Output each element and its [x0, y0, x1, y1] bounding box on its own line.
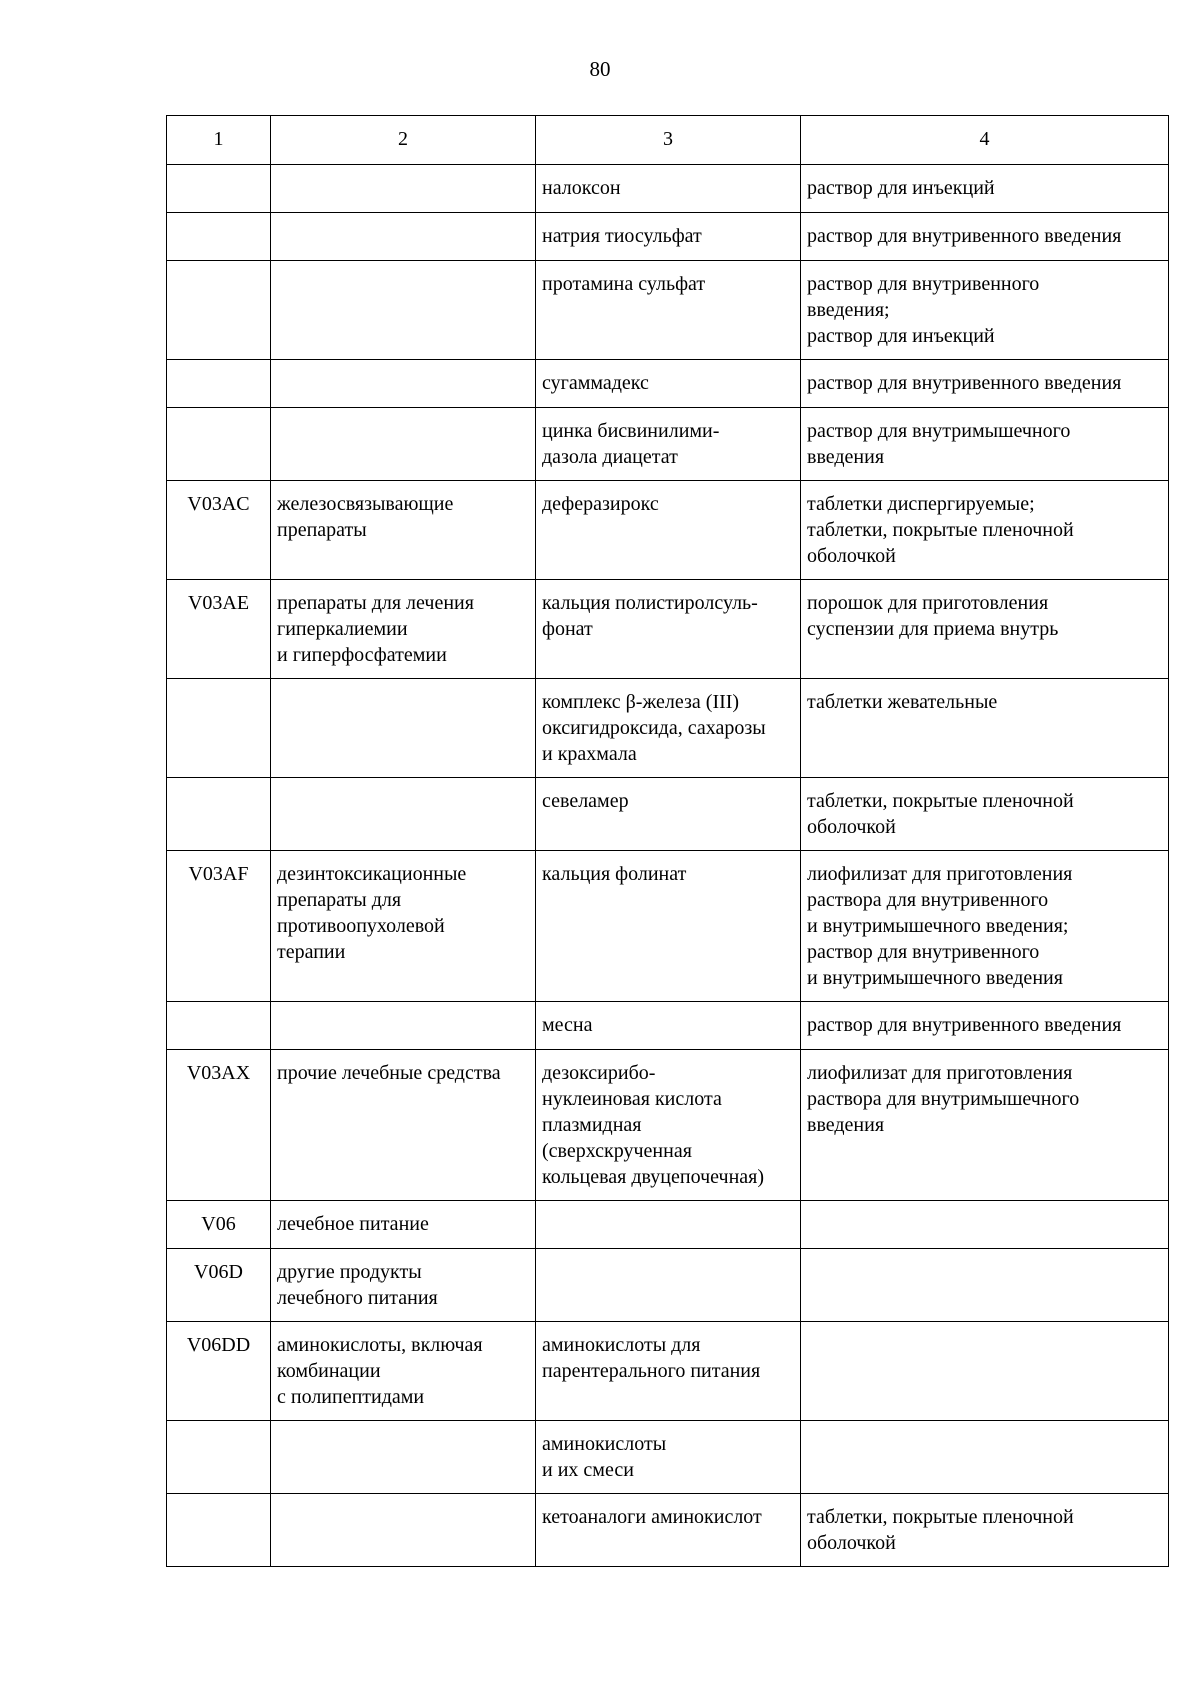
pharmacological-group-cell [271, 778, 536, 851]
pharmacological-group-cell [271, 580, 536, 679]
atc-code-cell [167, 481, 271, 580]
dosage-form-cell-text: лиофилизат для приготовления раствора для внутривенного и внутримышечного введения; раствор для внутривенного и внутримышечного введения [807, 863, 1073, 989]
drug-name-cell-text: натрия тиосульфат [542, 225, 702, 247]
atc-code-cell-text: V03AF [188, 863, 249, 885]
table-row [167, 1421, 1169, 1494]
atc-code-cell-text: V06 [201, 1213, 236, 1235]
pharmacological-group-cell-text: дезинтоксикационные препараты для противоопухолевой терапии [277, 863, 467, 963]
dosage-form-cell [801, 165, 1169, 213]
atc-code-cell [167, 1322, 271, 1421]
column-header-3: 3 [536, 116, 801, 165]
dosage-form-cell [801, 778, 1169, 851]
pharmacological-group-cell-text: препараты для лечения гиперкалиемии и гиперфосфатемии [277, 592, 474, 666]
pharmacological-group-cell [271, 408, 536, 481]
drug-name-cell-text: месна [542, 1014, 593, 1036]
table-header-row [167, 116, 1169, 165]
dosage-form-cell-text: раствор для внутривенного введения [807, 1014, 1122, 1036]
drug-name-cell [536, 1249, 801, 1322]
atc-code-cell-text: V06D [194, 1261, 243, 1283]
column-header-2: 2 [271, 116, 536, 165]
drug-name-cell [536, 778, 801, 851]
pharmacological-group-cell [271, 1249, 536, 1322]
pharmacological-group-cell [271, 679, 536, 778]
table-row [167, 778, 1169, 851]
drug-name-cell-text: протамина сульфат [542, 273, 706, 295]
dosage-form-cell-text: таблетки, покрытые пленочной оболочкой [807, 1506, 1074, 1554]
pharmacological-group-cell [271, 851, 536, 1002]
atc-code-cell [167, 408, 271, 481]
dosage-form-cell-text: раствор для внутривенного введения; раствор для инъекций [807, 273, 1040, 347]
drug-name-cell [536, 408, 801, 481]
dosage-form-cell [801, 1050, 1169, 1201]
drug-name-cell [536, 1002, 801, 1050]
drug-name-cell-text: севеламер [542, 790, 629, 812]
pharmacological-group-cell-text: прочие лечебные средства [277, 1062, 501, 1084]
drug-name-cell [536, 1050, 801, 1201]
pharmacological-group-cell [271, 1421, 536, 1494]
drug-name-cell-text: цинка бисвинилими- дазола диацетат [542, 420, 720, 468]
atc-code-cell [167, 1201, 271, 1249]
drug-name-cell [536, 1201, 801, 1249]
drug-name-cell [536, 1322, 801, 1421]
atc-code-cell [167, 1002, 271, 1050]
dosage-form-cell-text: таблетки жевательные [807, 691, 998, 713]
column-header-4: 4 [801, 116, 1169, 165]
dosage-form-cell [801, 1002, 1169, 1050]
atc-code-cell [167, 261, 271, 360]
pharmacological-group-cell [271, 261, 536, 360]
atc-code-cell-text: V06DD [186, 1334, 251, 1356]
atc-code-cell [167, 1421, 271, 1494]
column-header-1: 1 [167, 116, 271, 165]
drug-name-cell [536, 165, 801, 213]
drug-name-cell [536, 1421, 801, 1494]
pharmacological-group-cell-text: железосвязывающие препараты [277, 493, 454, 541]
atc-code-cell-text: V03AE [187, 592, 250, 614]
drug-name-cell-text: аминокислоты и их смеси [542, 1433, 667, 1481]
drug-name-cell [536, 1494, 801, 1567]
drug-name-cell [536, 679, 801, 778]
table-row [167, 213, 1169, 261]
pharmacological-group-cell [271, 1322, 536, 1421]
drug-name-cell-text: кальция фолинат [542, 863, 687, 885]
atc-code-cell [167, 360, 271, 408]
table-row [167, 580, 1169, 679]
drug-table [166, 115, 1169, 1567]
dosage-form-cell [801, 213, 1169, 261]
table-row [167, 481, 1169, 580]
drug-name-cell-text: дезоксирибо- нуклеиновая кислота плазмидная (сверхскрученная кольцевая двуцепочечная) [542, 1062, 765, 1188]
dosage-form-cell-text: таблетки, покрытые пленочной оболочкой [807, 790, 1074, 838]
table-row [167, 408, 1169, 481]
dosage-form-cell-text: порошок для приготовления суспензии для приема внутрь [807, 592, 1059, 640]
drug-name-cell [536, 360, 801, 408]
dosage-form-cell [801, 408, 1169, 481]
dosage-form-cell-text: лиофилизат для приготовления раствора для внутримышечного введения [807, 1062, 1080, 1136]
table-row [167, 851, 1169, 1002]
table-row [167, 679, 1169, 778]
table-row [167, 1322, 1169, 1421]
atc-code-cell-text: V03AX [186, 1062, 251, 1084]
table-row [167, 1002, 1169, 1050]
table-row [167, 1050, 1169, 1201]
table-row [167, 1249, 1169, 1322]
dosage-form-cell [801, 679, 1169, 778]
drug-name-cell-text: налоксон [542, 177, 621, 199]
dosage-form-cell [801, 481, 1169, 580]
table-row [167, 261, 1169, 360]
dosage-form-cell [801, 1201, 1169, 1249]
table-row [167, 165, 1169, 213]
pharmacological-group-cell [271, 1494, 536, 1567]
pharmacological-group-cell-text: аминокислоты, включая комбинации с полипептидами [277, 1334, 483, 1408]
drug-name-cell [536, 481, 801, 580]
pharmacological-group-cell-text: лечебное питание [277, 1213, 429, 1235]
drug-name-cell-text: сугаммадекс [542, 372, 649, 394]
atc-code-cell [167, 679, 271, 778]
dosage-form-cell-text: раствор для внутривенного введения [807, 225, 1122, 247]
dosage-form-cell-text: раствор для инъекций [807, 177, 995, 199]
dosage-form-cell [801, 1322, 1169, 1421]
pharmacological-group-cell [271, 1050, 536, 1201]
drug-name-cell [536, 213, 801, 261]
atc-code-cell [167, 1249, 271, 1322]
atc-code-cell [167, 165, 271, 213]
dosage-form-cell [801, 360, 1169, 408]
drug-name-cell [536, 851, 801, 1002]
dosage-form-cell [801, 1249, 1169, 1322]
dosage-form-cell [801, 261, 1169, 360]
drug-name-cell-text: кальция полистиролсуль- фонат [542, 592, 758, 640]
pharmacological-group-cell [271, 213, 536, 261]
table-row [167, 1201, 1169, 1249]
dosage-form-cell-text: раствор для внутримышечного введения [807, 420, 1071, 468]
page-number: 80 [589, 57, 611, 81]
atc-code-cell [167, 1494, 271, 1567]
atc-code-cell [167, 778, 271, 851]
drug-name-cell [536, 580, 801, 679]
dosage-form-cell [801, 851, 1169, 1002]
dosage-form-cell [801, 1421, 1169, 1494]
drug-name-cell-text: комплекс β-железа (III) оксигидроксида, сахарозы и крахмала [542, 691, 766, 765]
pharmacological-group-cell [271, 165, 536, 213]
table-body [167, 165, 1169, 1567]
atc-code-cell [167, 851, 271, 1002]
drug-name-cell-text: аминокислоты для парентерального питания [542, 1334, 761, 1382]
table-row [167, 1494, 1169, 1567]
atc-code-cell [167, 213, 271, 261]
drug-name-cell-text: деферазирокс [542, 493, 659, 515]
dosage-form-cell-text: раствор для внутривенного введения [807, 372, 1122, 394]
pharmacological-group-cell [271, 481, 536, 580]
pharmacological-group-cell-text: другие продукты лечебного питания [277, 1261, 438, 1309]
atc-code-cell [167, 580, 271, 679]
pharmacological-group-cell [271, 360, 536, 408]
drug-name-cell [536, 261, 801, 360]
atc-code-cell-text: V03AC [187, 493, 250, 515]
atc-code-cell [167, 1050, 271, 1201]
dosage-form-cell-text: таблетки диспергируемые; таблетки, покрытые пленочной оболочкой [807, 493, 1074, 567]
drug-name-cell-text: кетоаналоги аминокислот [542, 1506, 762, 1528]
dosage-form-cell [801, 580, 1169, 679]
pharmacological-group-cell [271, 1002, 536, 1050]
dosage-form-cell [801, 1494, 1169, 1567]
pharmacological-group-cell [271, 1201, 536, 1249]
table-row [167, 360, 1169, 408]
